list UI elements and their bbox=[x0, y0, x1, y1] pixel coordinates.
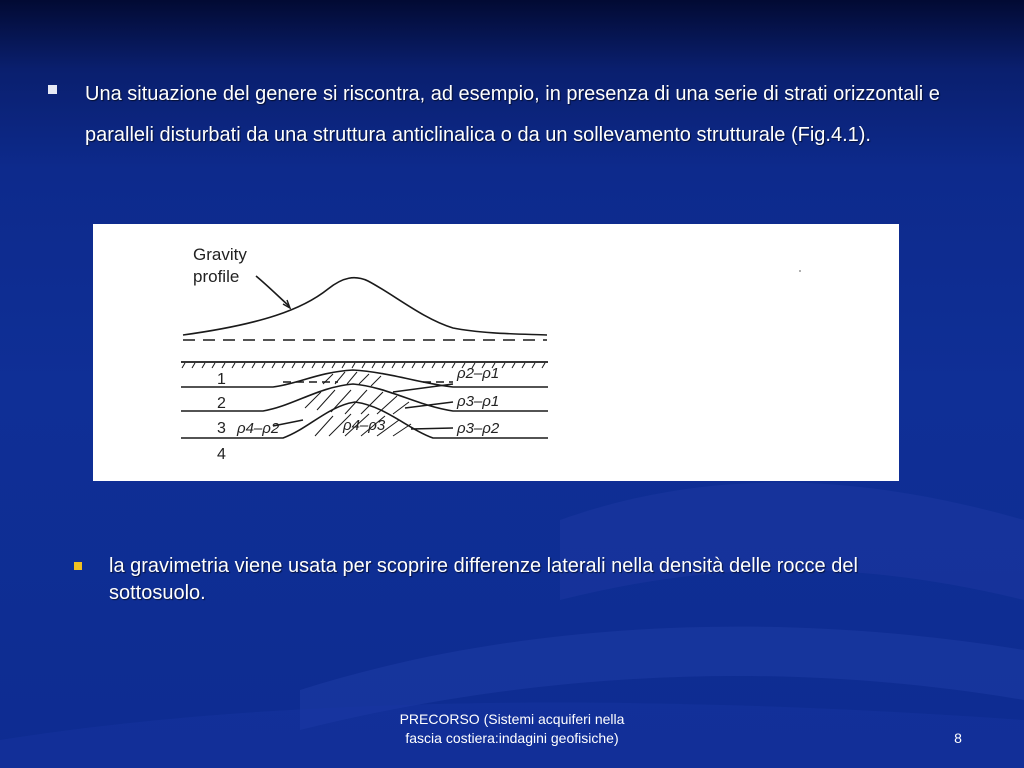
figure-4-1 bbox=[93, 224, 899, 481]
profile-label: profile bbox=[193, 267, 240, 286]
bullet-item-2 bbox=[74, 553, 954, 607]
layer-label-4: 4 bbox=[217, 446, 226, 463]
bullet-text-1: Una situazione del genere si riscontra, ad esempio, in presenza di una serie di strati orizzontali e paralleli disturbati da una struttura anticlinalica o da un sollevamento strutturale (Fig.4.1). bbox=[85, 83, 940, 146]
bullet-item-1 bbox=[48, 74, 948, 156]
gravity-label: Gravity bbox=[193, 245, 247, 264]
footer-line-2: fascia costiera:indagini geofisiche) bbox=[405, 730, 619, 746]
density-label-top-right: ρ2–ρ1 bbox=[457, 365, 500, 382]
density-label-left-low: ρ4–ρ2 bbox=[237, 420, 280, 437]
bullet-text-2: la gravimetria viene usata per scoprire differenze laterali nella densità delle rocce del sottosuolo. bbox=[109, 555, 858, 604]
figure-speck bbox=[799, 270, 801, 272]
density-label-bottom-right: ρ3–ρ2 bbox=[457, 420, 500, 437]
density-label-center-low: ρ4–ρ3 bbox=[343, 417, 386, 434]
square-bullet-icon bbox=[48, 85, 57, 94]
square-bullet-icon bbox=[74, 562, 82, 570]
footer-line-1: PRECORSO (Sistemi acquiferi nella bbox=[399, 711, 625, 727]
page-number: 8 bbox=[954, 730, 962, 746]
anticline-gravity-diagram bbox=[93, 224, 899, 481]
layer-label-2: 2 bbox=[217, 395, 226, 412]
profile-arrow bbox=[256, 276, 289, 306]
layer-label-1: 1 bbox=[217, 371, 226, 388]
density-label-middle-right: ρ3–ρ1 bbox=[457, 393, 500, 410]
gravity-profile-curve bbox=[183, 278, 547, 335]
footer-title bbox=[362, 710, 662, 748]
layer-label-3: 3 bbox=[217, 420, 226, 437]
